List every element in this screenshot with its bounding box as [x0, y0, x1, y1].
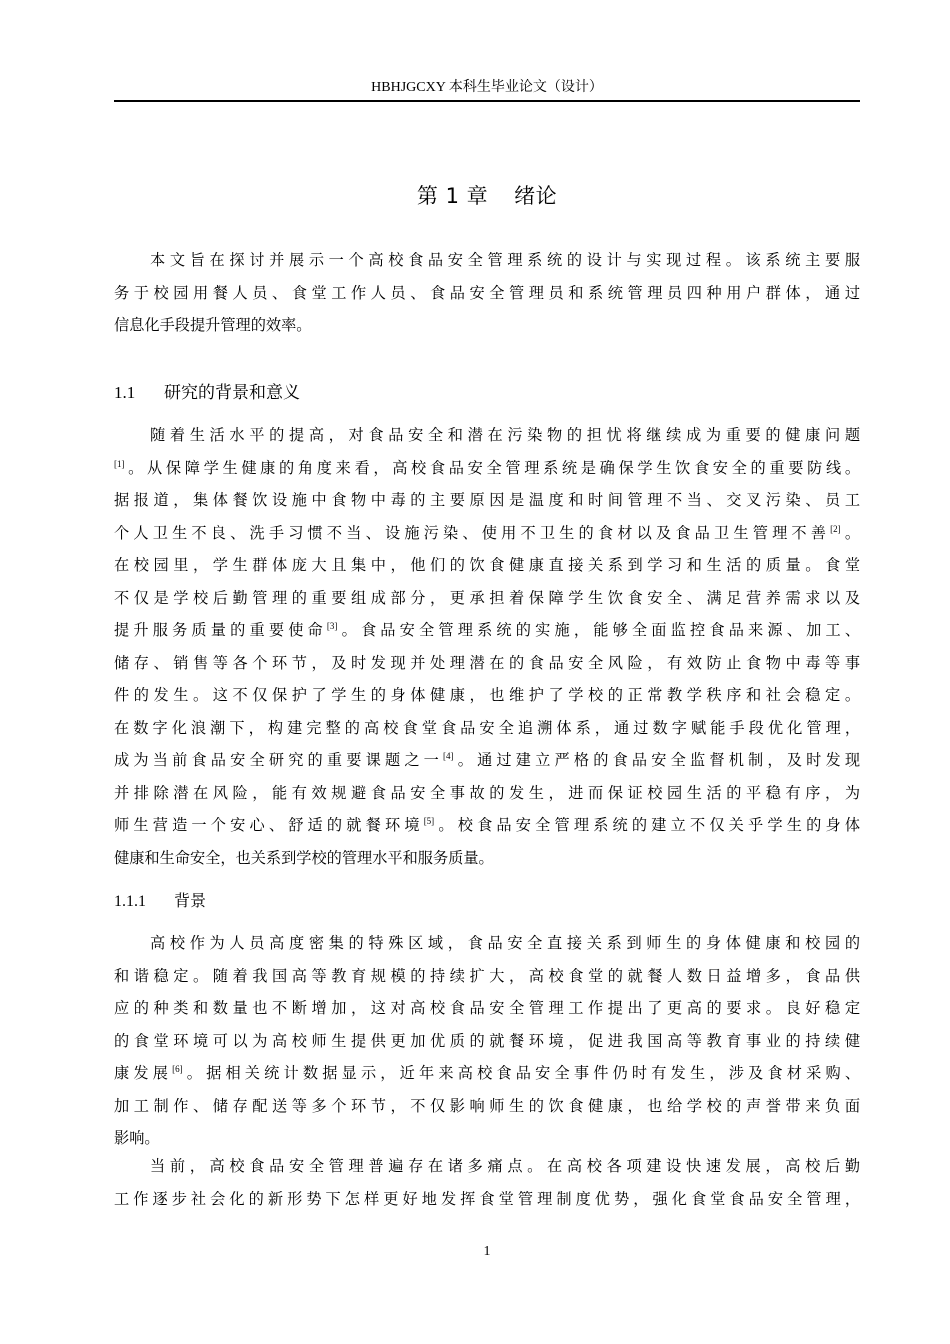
chapter-title — [114, 180, 860, 210]
citation-ref: [2] — [830, 523, 841, 534]
text-run: 高校作为人员高度密集的特殊区域，食品安全直接关系到师生的身体健康和校园的 — [150, 934, 860, 952]
text-run: 。食品安全管理系统的实施，能够全面监控食品来源、加工、 — [337, 621, 861, 639]
text-line — [114, 647, 860, 680]
text-line — [114, 1025, 860, 1058]
text-line — [114, 549, 860, 582]
text-line — [114, 1090, 860, 1123]
text-run: 在校园里，学生群体庞大且集中，他们的饮食健康直接关系到学习和生活的质量。食堂 — [114, 556, 860, 574]
chapter-number: 第 1 章 — [416, 184, 489, 208]
text-run: 信息化手段提升管理的效率。 — [114, 316, 312, 334]
section-title: 研究的背景和意义 — [164, 383, 300, 403]
text-run: 。 — [840, 523, 861, 542]
text-run: 。校食品安全管理系统的建立不仅关乎学生的身体 — [434, 816, 861, 834]
section-1-1-paragraph — [114, 419, 860, 874]
section-1-1-1-paragraph-1 — [114, 927, 860, 1155]
text-run: 。据相关统计数据显示，近年来高校食品安全事件仍时有发生，涉及食材采购、 — [182, 1064, 861, 1082]
subsection-title: 背景 — [174, 891, 207, 910]
text-run: 加工制作、储存配送等多个环节，不仅影响师生的饮食健康，也给学校的声誉带来负面 — [114, 1096, 860, 1115]
text-run: 件的发生。这不仅保护了学生的身体健康，也维护了学校的正常教学秩序和社会稳定。 — [114, 686, 860, 704]
section-heading-1-1 — [114, 378, 300, 403]
text-run: 个人卫生不良、洗手习惯不当、设施污染、使用不卫生的食材以及食品卫生管理不善 — [114, 523, 831, 542]
text-run: 成为当前食品安全研究的重要课题之一 — [114, 751, 444, 769]
text-run: 据报道，集体餐饮设施中食物中毒的主要原因是温度和时间管理不当、交叉污染、员工 — [114, 491, 860, 509]
text-run: 康发展 — [114, 1064, 173, 1082]
text-line — [114, 1183, 860, 1216]
citation-ref: [3] — [326, 621, 338, 631]
text-line — [114, 960, 860, 993]
text-run: 并排除潜在风险，能有效规避食品安全事故的发生，进而保证校园生活的平稳有序，为 — [114, 783, 860, 802]
text-run: 本文旨在探讨并展示一个高校食品安全管理系统的设计与实现过程。该系统主要服 — [150, 251, 860, 269]
citation-ref: [6] — [172, 1064, 183, 1074]
text-run: 应的种类和数量也不断增加，这对高校食品安全管理工作提出了更高的要求。良好稳定 — [114, 999, 860, 1017]
text-line — [114, 277, 860, 310]
text-line — [114, 679, 860, 712]
text-line — [114, 744, 860, 777]
citation-ref: [1] — [114, 458, 125, 469]
text-run: 影响。 — [114, 1129, 160, 1147]
text-run: 务于校园用餐人员、食堂工作人员、食品安全管理员和系统管理员四种用户群体，通过 — [114, 283, 860, 302]
text-run: 师生营造一个安心、舒适的就餐环境 — [114, 816, 424, 834]
text-line — [114, 777, 860, 810]
text-line — [114, 927, 860, 960]
text-run: 。从保障学生健康的角度来看，高校食品安全管理系统是确保学生饮食安全的重要防线。 — [124, 458, 860, 477]
text-run: 在数字化浪潮下，构建完整的高校食堂食品安全追溯体系，通过数字赋能手段优化管理， — [114, 718, 860, 737]
text-line — [114, 614, 860, 647]
text-line — [114, 712, 860, 745]
text-run: 储存、销售等各个环节，及时发现并处理潜在的食品安全风险，有效防止食物中毒等事 — [114, 653, 860, 672]
text-run: 当前，高校食品安全管理普遍存在诸多痛点。在高校各项建设快速发展，高校后勤 — [150, 1157, 860, 1175]
text-run: 。通过建立严格的食品安全监督机制，及时发现 — [453, 751, 861, 769]
text-line — [114, 517, 860, 550]
header-rule — [114, 100, 860, 102]
intro-paragraph — [114, 244, 860, 342]
text-line — [114, 842, 860, 875]
subsection-number: 1.1.1 — [114, 893, 146, 910]
text-line — [114, 452, 860, 485]
text-run: 和谐稳定。随着我国高等教育规模的持续扩大，高校食堂的就餐人数日益增多，食品供 — [114, 966, 860, 985]
text-run: 健康和生命安全，也关系到学校的管理水平和服务质量。 — [114, 848, 494, 867]
page-number: 1 — [483, 1244, 491, 1259]
text-line — [114, 582, 860, 615]
section-heading-1-1-1 — [114, 888, 206, 911]
text-line — [114, 992, 860, 1025]
running-header: HBHJGCXY 本科生毕业论文（设计） — [371, 80, 603, 95]
text-line — [114, 1057, 860, 1090]
section-1-1-1-paragraph-2 — [114, 1150, 860, 1215]
text-run: 工作逐步社会化的新形势下怎样更好地发挥食堂管理制度优势，强化食堂食品安全管理， — [114, 1189, 860, 1208]
text-run: 随着生活水平的提高，对食品安全和潜在污染物的担忧将继续成为重要的健康问题 — [150, 426, 860, 444]
text-line — [114, 484, 860, 517]
section-number: 1.1 — [114, 383, 136, 402]
text-line — [114, 809, 860, 842]
text-line — [114, 244, 860, 277]
citation-ref: [4] — [443, 751, 454, 761]
text-line — [114, 1150, 860, 1183]
citation-ref: [5] — [423, 816, 435, 826]
text-run: 的食堂环境可以为高校师生提供更加优质的就餐环境，促进我国高等教育事业的持续健 — [114, 1031, 860, 1050]
text-line — [114, 419, 860, 452]
text-run: 提升服务质量的重要使命 — [114, 621, 327, 639]
chapter-name: 绪论 — [514, 184, 558, 208]
text-run: 不仅是学校后勤管理的重要组成部分，更承担着保障学生饮食安全、满足营养需求以及 — [114, 588, 860, 607]
text-line — [114, 309, 860, 342]
